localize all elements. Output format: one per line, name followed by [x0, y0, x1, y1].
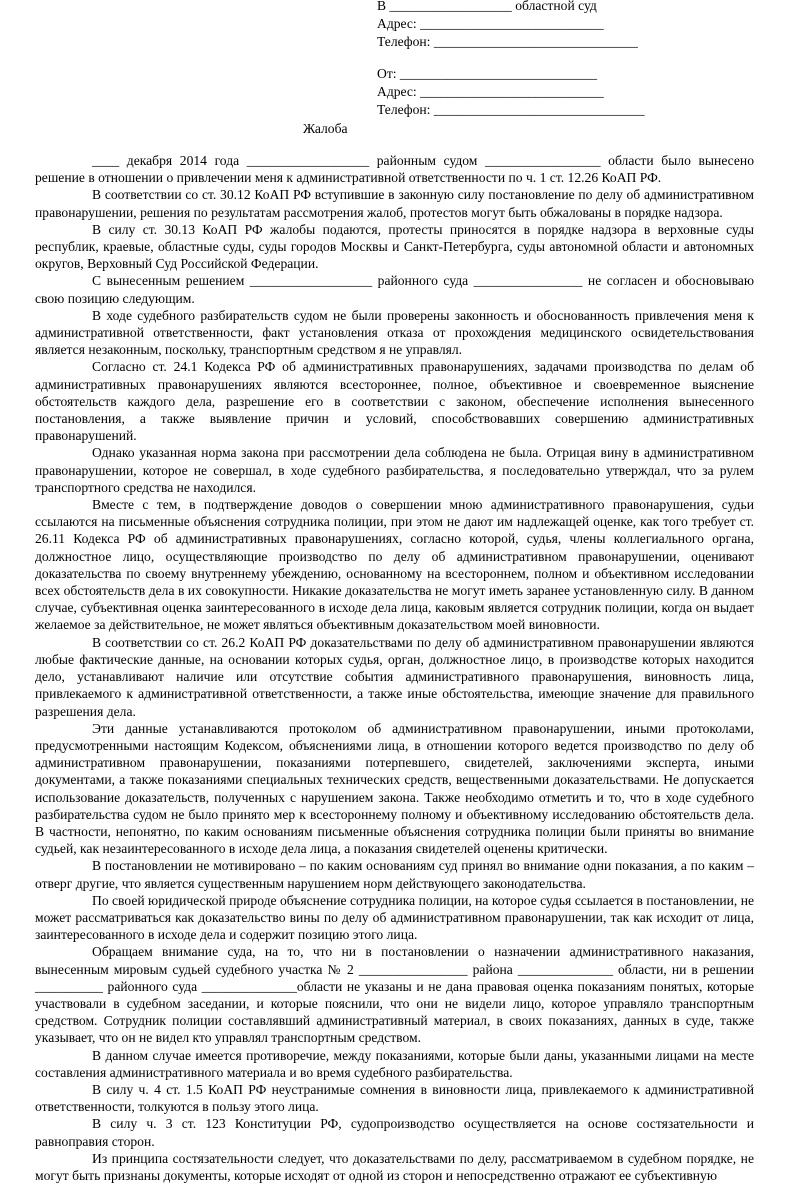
paragraph: В силу ч. 3 ст. 123 Конституции РФ, судопроизводство осуществляется на основе состязательности и равноправия сторон. [35, 1116, 754, 1149]
addressee-block [377, 0, 777, 119]
paragraph: Согласно ст. 24.1 Кодекса РФ об административных правонарушениях, задачами производства по делам об административных правонарушениях являются всестороннее, полное, объективное и своевременное выяснение обстоятельств каждого дела, разрешение его в соответствии с законом, обеспечение исполнения вынесенного постановления, а также выявление причин и условий, способствовавших совершению административных правонарушений. [35, 359, 754, 444]
paragraph: Эти данные устанавливаются протоколом об административном правонарушении, иными протоколами, предусмотренными настоящим Кодексом, объяснениями лица, в отношении которого ведется производство по делу об административном правонарушении, показаниями потерпевшего, свидетелей, заключениями эксперта, иными документами, а также показаниями специальных технических средств, вещественными доказательствами. Не допускается использование доказательств, полученных с нарушением закона. Также необходимо отметить и то, что в ходе судебного разбирательства судом не было принято мер к всестороннему полному и объективному исследованию обстоятельств дела. В частности, непонятно, по каким основаниям письменные объяснения сотрудника полиции были приняты во внимание судьей, как незаинтересованного в исходе дела лица, а показания свидетелей оценены критически. [35, 720, 754, 857]
paragraph: Обращаем внимание суда, на то, что ни в постановлении о назначении административного наказания, вынесенным мировым судьей судебного участка № 2 ________________ района ______________ области, ни в решении __________ районного суда ______________области не указаны и не дана правовая оценка показаниям понятых, которые участвовали в судебном заседании, и которые пояснили, что они не видели лицо, которое управляло транспортным средством. Сотрудник полиции составлявший административный материал, в своих показаниях, данных в суде, также указывает, что он не видел кто управлял транспортным средством. [35, 944, 754, 1046]
paragraph: В данном случае имеется противоречие, между показаниями, которые были даны, указанными лицами на месте составления административного материала и во время судебного разбирательства. [35, 1047, 754, 1080]
paragraph: ____ декабря 2014 года __________________ районным судом _________________ области было вынесено решение в отношении о привлечении меня к административной ответственности по ч. 1 ст. 12.26 КоАП РФ. [35, 153, 754, 186]
paragraph: В силу ст. 30.13 КоАП РФ жалобы подаются, протесты приносятся в порядке надзора в верховные суды республик, краевые, областные суды, суды городов Москвы и Санкт-Петербурга, суды автономной области и автономных округов, Верховный Суд Российской Федерации. [35, 221, 754, 272]
document-title: Жалоба [303, 121, 348, 136]
paragraph: В соответствии со ст. 30.12 КоАП РФ вступившие в законную силу постановление по делу об административном правонарушении, решения по результатам рассмотрения жалоб, протестов могут быть обжалованы в порядке надзора. [35, 187, 754, 220]
sender-address-line: Адрес: ___________________________ [377, 84, 604, 99]
sender-phone-line: Телефон: _______________________________ [377, 102, 645, 117]
sender-line: От: _____________________________ [377, 66, 598, 81]
paragraph: В соответствии со ст. 26.2 КоАП РФ доказательствами по делу об административном правонарушении являются любые фактические данные, на основании которых судья, орган, должностное лицо, в производстве которых находится дело, устанавливают наличие или отсутствие события административного правонарушения, виновность лица, привлекаемого к административной ответственности, а также иные обстоятельства, имеющие значение для правильного разрешения дела. [35, 634, 754, 719]
document-body [35, 152, 754, 1184]
court-address-line: Адрес: ___________________________ [377, 16, 604, 31]
paragraph: В силу ч. 4 ст. 1.5 КоАП РФ неустранимые сомнения в виновности лица, привлекаемого к административной ответственности, толкуются в пользу этого лица. [35, 1081, 754, 1115]
paragraph: Вместе с тем, в подтверждение доводов о совершении мною административного правонарушения, судьи ссылаются на письменные объяснения сотрудника полиции, при этом не дают им надлежащей оценке, как того требует ст. 26.11 Кодекса РФ об административных правонарушениях, согласно которой, судья, члены коллегиального органа, должностное лицо, осуществляющие производство по делу об административном правонарушении, оценивают доказательства по своему внутреннему убеждению, основанному на всестороннем, полном и объективном исследовании всех обстоятельств дела в их совокупности. Никакие доказательства не могут иметь заранее установленную силу. В данном случае, субъективная оценка заинтересованного в исходе дела лица, каковым является сотрудник полиции, когда он выдает желаемое за действительное, не может являться объективным доказательством моей виновности. [35, 497, 754, 633]
paragraph: С вынесенным решением __________________ районного суда ________________ не согласен и обосновываю свою позицию следующим. [35, 273, 754, 306]
paragraph: В постановлении не мотивировано – по каким основаниям суд принял во внимание одни показания, а по каким – отверг другие, что является существенным нарушением норм действующего законодательства. [35, 858, 754, 891]
paragraph: В ходе судебного разбирательств судом не были проверены законность и обоснованность привлечения меня к административной ответственности, факт установления отказа от прохождения медицинского освидетельствования является незаконным, поскольку, транспортным средством я не управлял. [35, 307, 754, 358]
paragraph: Из принципа состязательности следует, что доказательствами по делу, рассматриваемом в судебном порядке, не могут быть признаны документы, которые исходят от одной из сторон и непосредственно отражают ее субъективную [35, 1150, 754, 1183]
paragraph: По своей юридической природе объяснение сотрудника полиции, на которое судья ссылается в постановлении, не может рассматриваться как доказательство вины по делу об административном правонарушении, так как исходит от лица, заинтересованного в исходе дела и содержит позицию этого лица. [35, 892, 754, 943]
paragraph: Однако указанная норма закона при рассмотрении дела соблюдена не была. Отрицая вину в административном правонарушении, которое не совершал, в ходе судебного разбирательства, я последовательно утверждал, что за рулем транспортного средства не находился. [35, 445, 754, 495]
court-phone-line: Телефон: ______________________________ [377, 34, 638, 49]
court-line: В __________________ областной суд [377, 0, 597, 13]
